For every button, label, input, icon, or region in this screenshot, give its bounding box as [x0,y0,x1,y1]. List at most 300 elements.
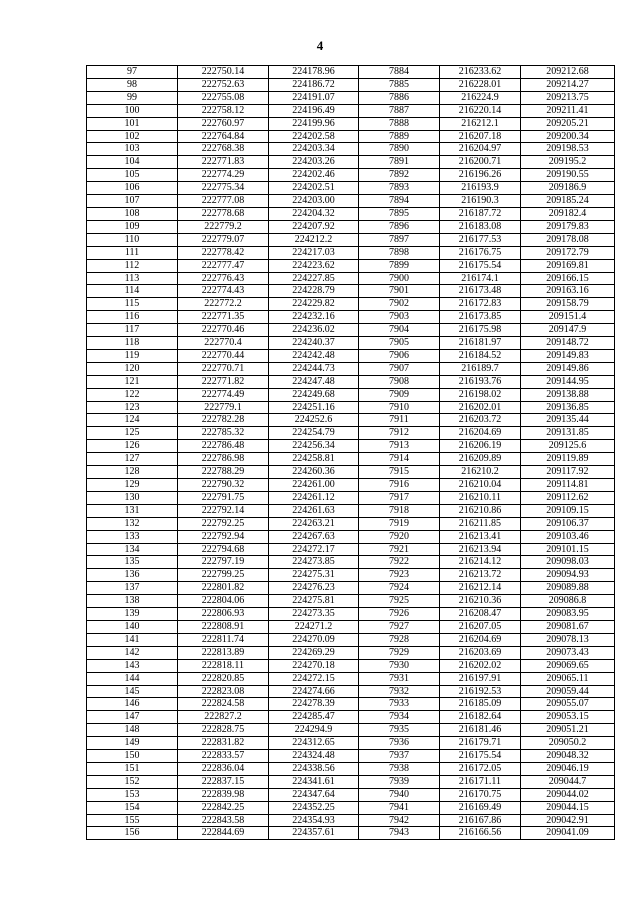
y-coordinate-cell: 209083.95 [521,608,615,621]
x-coordinate-cell: 216212.1 [440,117,521,130]
x-coordinate-cell: 216173.48 [440,285,521,298]
x-coordinate-cell: 222758.12 [178,104,269,117]
point-number-cell: 117 [87,324,178,337]
y-coordinate-cell: 224270.18 [269,659,359,672]
y-coordinate-cell: 209186.9 [521,182,615,195]
table-row [87,491,615,504]
x-coordinate-cell: 222777.47 [178,259,269,272]
table-row [87,608,615,621]
y-coordinate-cell: 224324.48 [269,750,359,763]
x-coordinate-cell: 216184.52 [440,349,521,362]
x-coordinate-cell: 216204.97 [440,143,521,156]
point-number-cell: 7907 [359,362,440,375]
y-coordinate-cell: 224276.23 [269,582,359,595]
x-coordinate-cell: 216210.2 [440,466,521,479]
x-coordinate-cell: 222813.89 [178,646,269,659]
point-number-cell: 7909 [359,388,440,401]
y-coordinate-cell: 209147.9 [521,324,615,337]
point-number-cell: 7938 [359,762,440,775]
table-row [87,569,615,582]
x-coordinate-cell: 216233.62 [440,66,521,79]
point-number-cell: 143 [87,659,178,672]
y-coordinate-cell: 209213.75 [521,91,615,104]
y-coordinate-cell: 209205.21 [521,117,615,130]
x-coordinate-cell: 216183.08 [440,220,521,233]
y-coordinate-cell: 224275.31 [269,569,359,582]
y-coordinate-cell: 209044.02 [521,788,615,801]
x-coordinate-cell: 222828.75 [178,724,269,737]
y-coordinate-cell: 224274.66 [269,685,359,698]
point-number-cell: 101 [87,117,178,130]
y-coordinate-cell: 224202.51 [269,182,359,195]
y-coordinate-cell: 224247.48 [269,375,359,388]
point-number-cell: 138 [87,595,178,608]
y-coordinate-cell: 209190.55 [521,169,615,182]
y-coordinate-cell: 224232.16 [269,311,359,324]
x-coordinate-cell: 216207.05 [440,620,521,633]
x-coordinate-cell: 216208.47 [440,608,521,621]
x-coordinate-cell: 216213.94 [440,543,521,556]
x-coordinate-cell: 222777.08 [178,195,269,208]
table-row [87,259,615,272]
y-coordinate-cell: 209144.95 [521,375,615,388]
point-number-cell: 7920 [359,530,440,543]
point-number-cell: 7943 [359,827,440,840]
x-coordinate-cell: 222797.19 [178,556,269,569]
x-coordinate-cell: 222770.44 [178,349,269,362]
x-coordinate-cell: 216212.14 [440,582,521,595]
point-number-cell: 7923 [359,569,440,582]
y-coordinate-cell: 209119.89 [521,453,615,466]
x-coordinate-cell: 216175.54 [440,750,521,763]
point-number-cell: 7886 [359,91,440,104]
y-coordinate-cell: 224270.09 [269,633,359,646]
x-coordinate-cell: 216203.72 [440,414,521,427]
y-coordinate-cell: 209182.4 [521,207,615,220]
y-coordinate-cell: 224261.12 [269,491,359,504]
y-coordinate-cell: 224186.72 [269,78,359,91]
table-row [87,737,615,750]
x-coordinate-cell: 216193.9 [440,182,521,195]
page-number: 4 [316,38,324,53]
point-number-cell: 7927 [359,620,440,633]
x-coordinate-cell: 216179.71 [440,737,521,750]
point-number-cell: 141 [87,633,178,646]
point-number-cell: 103 [87,143,178,156]
point-number-cell: 7911 [359,414,440,427]
table-row [87,582,615,595]
x-coordinate-cell: 222799.25 [178,569,269,582]
point-number-cell: 98 [87,78,178,91]
x-coordinate-cell: 216207.18 [440,130,521,143]
point-number-cell: 125 [87,427,178,440]
point-number-cell: 107 [87,195,178,208]
table-row [87,504,615,517]
table-row [87,324,615,337]
y-coordinate-cell: 224272.15 [269,672,359,685]
x-coordinate-cell: 216193.76 [440,375,521,388]
x-coordinate-cell: 216189.7 [440,362,521,375]
x-coordinate-cell: 222836.04 [178,762,269,775]
y-coordinate-cell: 209059.44 [521,685,615,698]
x-coordinate-cell: 222774.49 [178,388,269,401]
table-row [87,298,615,311]
y-coordinate-cell: 209050.2 [521,737,615,750]
y-coordinate-cell: 209114.81 [521,479,615,492]
point-number-cell: 108 [87,207,178,220]
y-coordinate-cell: 209195.2 [521,156,615,169]
y-coordinate-cell: 209158.79 [521,298,615,311]
y-coordinate-cell: 224252.6 [269,414,359,427]
y-coordinate-cell: 224256.34 [269,440,359,453]
y-coordinate-cell: 224261.63 [269,504,359,517]
y-coordinate-cell: 224227.85 [269,272,359,285]
x-coordinate-cell: 216204.69 [440,633,521,646]
table-row [87,801,615,814]
x-coordinate-cell: 216176.75 [440,246,521,259]
point-number-cell: 7887 [359,104,440,117]
point-number-cell: 7928 [359,633,440,646]
x-coordinate-cell: 222755.08 [178,91,269,104]
point-number-cell: 111 [87,246,178,259]
x-coordinate-cell: 216182.64 [440,711,521,724]
y-coordinate-cell: 209198.53 [521,143,615,156]
point-number-cell: 7934 [359,711,440,724]
y-coordinate-cell: 224196.49 [269,104,359,117]
y-coordinate-cell: 224202.46 [269,169,359,182]
table-row [87,182,615,195]
x-coordinate-cell: 216206.19 [440,440,521,453]
y-coordinate-cell: 224191.07 [269,91,359,104]
table-row [87,207,615,220]
x-coordinate-cell: 222792.14 [178,504,269,517]
x-coordinate-cell: 222818.11 [178,659,269,672]
point-number-cell: 154 [87,801,178,814]
x-coordinate-cell: 216210.36 [440,595,521,608]
y-coordinate-cell: 209178.08 [521,233,615,246]
table-row [87,543,615,556]
table-row [87,375,615,388]
y-coordinate-cell: 224267.63 [269,530,359,543]
point-number-cell: 7905 [359,337,440,350]
table-row [87,595,615,608]
y-coordinate-cell: 209212.68 [521,66,615,79]
x-coordinate-cell: 222752.63 [178,78,269,91]
y-coordinate-cell: 224352.25 [269,801,359,814]
table-row [87,91,615,104]
y-coordinate-cell: 209094.93 [521,569,615,582]
point-number-cell: 132 [87,517,178,530]
y-coordinate-cell: 224258.81 [269,453,359,466]
point-number-cell: 7936 [359,737,440,750]
x-coordinate-cell: 216173.85 [440,311,521,324]
point-number-cell: 7904 [359,324,440,337]
table-row [87,556,615,569]
point-number-cell: 7942 [359,814,440,827]
x-coordinate-cell: 222778.68 [178,207,269,220]
y-coordinate-cell: 224217.03 [269,246,359,259]
x-coordinate-cell: 216171.11 [440,775,521,788]
y-coordinate-cell: 224347.64 [269,788,359,801]
x-coordinate-cell: 216202.02 [440,659,521,672]
point-number-cell: 7890 [359,143,440,156]
point-number-cell: 7916 [359,479,440,492]
point-number-cell: 127 [87,453,178,466]
table-row [87,311,615,324]
table-row [87,156,615,169]
point-number-cell: 7922 [359,556,440,569]
point-number-cell: 7908 [359,375,440,388]
point-number-cell: 7906 [359,349,440,362]
y-coordinate-cell: 224338.56 [269,762,359,775]
table-row [87,788,615,801]
table-row [87,685,615,698]
point-number-cell: 155 [87,814,178,827]
point-number-cell: 7926 [359,608,440,621]
point-number-cell: 7937 [359,750,440,763]
point-number-cell: 7931 [359,672,440,685]
point-number-cell: 7902 [359,298,440,311]
table-row [87,427,615,440]
table-row [87,827,615,840]
table-row [87,220,615,233]
x-coordinate-cell: 222833.57 [178,750,269,763]
y-coordinate-cell: 224240.37 [269,337,359,350]
y-coordinate-cell: 209053.15 [521,711,615,724]
y-coordinate-cell: 209149.83 [521,349,615,362]
x-coordinate-cell: 222771.83 [178,156,269,169]
table-row [87,414,615,427]
point-number-cell: 121 [87,375,178,388]
table-row [87,711,615,724]
point-number-cell: 112 [87,259,178,272]
x-coordinate-cell: 216170.75 [440,788,521,801]
y-coordinate-cell: 209109.15 [521,504,615,517]
x-coordinate-cell: 216220.14 [440,104,521,117]
x-coordinate-cell: 222768.38 [178,143,269,156]
point-number-cell: 7925 [359,595,440,608]
y-coordinate-cell: 209098.03 [521,556,615,569]
y-coordinate-cell: 224229.82 [269,298,359,311]
y-coordinate-cell: 224261.00 [269,479,359,492]
y-coordinate-cell: 209041.09 [521,827,615,840]
y-coordinate-cell: 209172.79 [521,246,615,259]
x-coordinate-cell: 222786.98 [178,453,269,466]
x-coordinate-cell: 216213.72 [440,569,521,582]
point-number-cell: 142 [87,646,178,659]
x-coordinate-cell: 222788.29 [178,466,269,479]
x-coordinate-cell: 216166.56 [440,827,521,840]
point-number-cell: 144 [87,672,178,685]
table-row [87,659,615,672]
point-number-cell: 7939 [359,775,440,788]
y-coordinate-cell: 209055.07 [521,698,615,711]
x-coordinate-cell: 222776.43 [178,272,269,285]
point-number-cell: 147 [87,711,178,724]
x-coordinate-cell: 216200.71 [440,156,521,169]
x-coordinate-cell: 222843.58 [178,814,269,827]
y-coordinate-cell: 209151.4 [521,311,615,324]
y-coordinate-cell: 209136.85 [521,401,615,414]
y-coordinate-cell: 224202.58 [269,130,359,143]
x-coordinate-cell: 222782.28 [178,414,269,427]
x-coordinate-cell: 222760.97 [178,117,269,130]
point-number-cell: 118 [87,337,178,350]
point-number-cell: 7917 [359,491,440,504]
point-number-cell: 7910 [359,401,440,414]
y-coordinate-cell: 209117.92 [521,466,615,479]
y-coordinate-cell: 209051.21 [521,724,615,737]
y-coordinate-cell: 224212.2 [269,233,359,246]
point-number-cell: 97 [87,66,178,79]
y-coordinate-cell: 209081.67 [521,620,615,633]
x-coordinate-cell: 222770.46 [178,324,269,337]
x-coordinate-cell: 216175.98 [440,324,521,337]
y-coordinate-cell: 224354.93 [269,814,359,827]
y-coordinate-cell: 209044.15 [521,801,615,814]
point-number-cell: 129 [87,479,178,492]
x-coordinate-cell: 222794.68 [178,543,269,556]
x-coordinate-cell: 222779.07 [178,233,269,246]
point-number-cell: 119 [87,349,178,362]
x-coordinate-cell: 216210.11 [440,491,521,504]
x-coordinate-cell: 222750.14 [178,66,269,79]
x-coordinate-cell: 222779.2 [178,220,269,233]
x-coordinate-cell: 222791.75 [178,491,269,504]
table-row [87,724,615,737]
table-row [87,479,615,492]
y-coordinate-cell: 209089.88 [521,582,615,595]
point-number-cell: 110 [87,233,178,246]
y-coordinate-cell: 209112.62 [521,491,615,504]
y-coordinate-cell: 224223.62 [269,259,359,272]
x-coordinate-cell: 216210.04 [440,479,521,492]
point-number-cell: 7900 [359,272,440,285]
x-coordinate-cell: 216174.1 [440,272,521,285]
table-row [87,517,615,530]
x-coordinate-cell: 222808.91 [178,620,269,633]
x-coordinate-cell: 216209.89 [440,453,521,466]
x-coordinate-cell: 222792.25 [178,517,269,530]
point-number-cell: 109 [87,220,178,233]
y-coordinate-cell: 209166.15 [521,272,615,285]
point-number-cell: 114 [87,285,178,298]
point-number-cell: 134 [87,543,178,556]
table-row [87,530,615,543]
x-coordinate-cell: 222811.74 [178,633,269,646]
y-coordinate-cell: 224278.39 [269,698,359,711]
point-number-cell: 7912 [359,427,440,440]
x-coordinate-cell: 216185.09 [440,698,521,711]
y-coordinate-cell: 209073.43 [521,646,615,659]
point-number-cell: 7895 [359,207,440,220]
point-number-cell: 7933 [359,698,440,711]
x-coordinate-cell: 222827.2 [178,711,269,724]
y-coordinate-cell: 224269.29 [269,646,359,659]
point-number-cell: 7888 [359,117,440,130]
y-coordinate-cell: 209078.13 [521,633,615,646]
point-number-cell: 152 [87,775,178,788]
point-number-cell: 150 [87,750,178,763]
point-number-cell: 7935 [359,724,440,737]
x-coordinate-cell: 216224.9 [440,91,521,104]
point-number-cell: 7884 [359,66,440,79]
table-row [87,130,615,143]
y-coordinate-cell: 224244.73 [269,362,359,375]
y-coordinate-cell: 209169.81 [521,259,615,272]
y-coordinate-cell: 224236.02 [269,324,359,337]
point-number-cell: 113 [87,272,178,285]
table-row [87,775,615,788]
x-coordinate-cell: 222775.34 [178,182,269,195]
y-coordinate-cell: 209211.41 [521,104,615,117]
table-row [87,233,615,246]
x-coordinate-cell: 222837.15 [178,775,269,788]
table-row [87,646,615,659]
point-number-cell: 7903 [359,311,440,324]
x-coordinate-cell: 222764.84 [178,130,269,143]
y-coordinate-cell: 224273.35 [269,608,359,621]
table-row [87,246,615,259]
x-coordinate-cell: 222778.42 [178,246,269,259]
x-coordinate-cell: 222771.82 [178,375,269,388]
y-coordinate-cell: 209125.6 [521,440,615,453]
point-number-cell: 130 [87,491,178,504]
table-row [87,362,615,375]
x-coordinate-cell: 216175.54 [440,259,521,272]
table-row [87,285,615,298]
x-coordinate-cell: 216172.83 [440,298,521,311]
x-coordinate-cell: 216210.86 [440,504,521,517]
y-coordinate-cell: 209103.46 [521,530,615,543]
y-coordinate-cell: 224203.26 [269,156,359,169]
point-number-cell: 140 [87,620,178,633]
x-coordinate-cell: 216181.97 [440,337,521,350]
x-coordinate-cell: 216167.86 [440,814,521,827]
table-row [87,169,615,182]
y-coordinate-cell: 224272.17 [269,543,359,556]
x-coordinate-cell: 216214.12 [440,556,521,569]
y-coordinate-cell: 224260.36 [269,466,359,479]
y-coordinate-cell: 209135.44 [521,414,615,427]
point-number-cell: 145 [87,685,178,698]
point-number-cell: 120 [87,362,178,375]
x-coordinate-cell: 222790.32 [178,479,269,492]
point-number-cell: 7885 [359,78,440,91]
point-number-cell: 131 [87,504,178,517]
y-coordinate-cell: 224275.81 [269,595,359,608]
point-number-cell: 149 [87,737,178,750]
x-coordinate-cell: 222785.32 [178,427,269,440]
table-row [87,349,615,362]
point-number-cell: 115 [87,298,178,311]
x-coordinate-cell: 222792.94 [178,530,269,543]
y-coordinate-cell: 209179.83 [521,220,615,233]
x-coordinate-cell: 216213.41 [440,530,521,543]
table-row [87,814,615,827]
point-number-cell: 7929 [359,646,440,659]
point-number-cell: 156 [87,827,178,840]
point-number-cell: 106 [87,182,178,195]
point-number-cell: 7918 [359,504,440,517]
y-coordinate-cell: 224294.9 [269,724,359,737]
table-row [87,750,615,763]
point-number-cell: 7899 [359,259,440,272]
x-coordinate-cell: 216172.05 [440,762,521,775]
point-number-cell: 102 [87,130,178,143]
table-row [87,195,615,208]
y-coordinate-cell: 209048.32 [521,750,615,763]
